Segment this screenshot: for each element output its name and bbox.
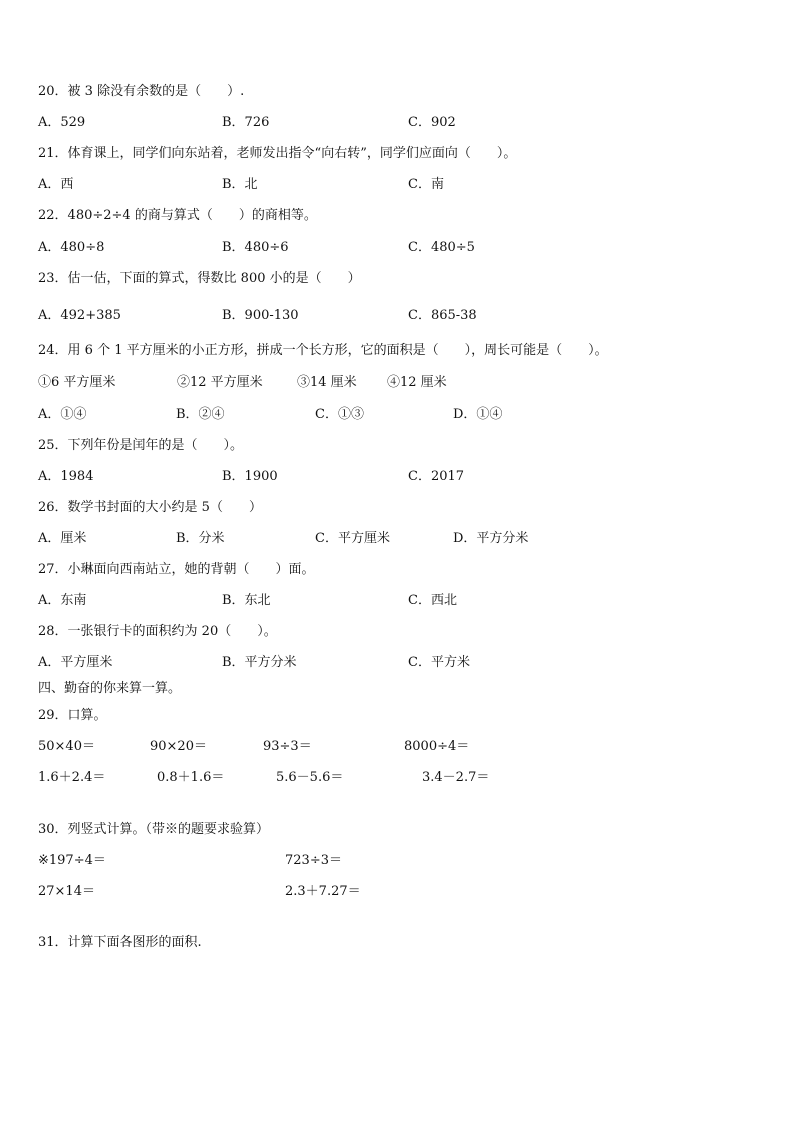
q28-option-b: B．平方分米 <box>222 655 297 670</box>
q23-option-a: A．492+385 <box>38 308 121 323</box>
q20-option-b: B．726 <box>222 115 270 130</box>
q28-option-c: C．平方米 <box>408 655 470 670</box>
q26-option-d: D．平方分米 <box>453 531 529 546</box>
q21-option-a: A．西 <box>38 177 74 192</box>
q30-calc-4: 2.3＋7.27＝ <box>285 884 361 899</box>
q24-item-1: ①6 平方厘米 <box>38 375 116 390</box>
question-27-stem: 27．小琳面向西南站立，她的背朝（ ）面。 <box>38 562 315 577</box>
q26-option-b: B．分米 <box>176 531 225 546</box>
q21-option-b: B．北 <box>222 177 258 192</box>
q20-option-a: A．529 <box>38 115 86 130</box>
question-31-stem: 31．计算下面各图形的面积. <box>38 935 202 950</box>
section-4-title: 四、勤奋的你来算一算。 <box>38 681 182 696</box>
q24-item-3: ③14 厘米 <box>297 375 357 390</box>
question-25-stem: 25．下列年份是闰年的是（ ）。 <box>38 438 244 453</box>
q27-option-a: A．东南 <box>38 593 87 608</box>
q20-option-c: C．902 <box>408 115 456 130</box>
q29-calc-8: 3.4－2.7＝ <box>422 770 490 785</box>
q29-calc-4: 8000÷4＝ <box>404 739 470 754</box>
q24-item-4: ④12 厘米 <box>387 375 447 390</box>
question-22-stem: 22．480÷2÷4 的商与算式（ ）的商相等。 <box>38 208 317 223</box>
question-21-stem: 21．体育课上，同学们向东站着，老师发出指令“向右转”，同学们应面向（ ）。 <box>38 146 517 161</box>
q23-option-b: B．900-130 <box>222 308 299 323</box>
q29-calc-3: 93÷3＝ <box>263 739 312 754</box>
q29-calc-1: 50×40＝ <box>38 739 95 754</box>
question-26-stem: 26．数学书封面的大小约是 5（ ） <box>38 500 262 515</box>
q22-option-b: B．480÷6 <box>222 240 289 255</box>
q22-option-a: A．480÷8 <box>38 240 105 255</box>
q30-calc-2: 723÷3＝ <box>285 853 342 868</box>
question-30-stem: 30．列竖式计算。（带※的题要求验算） <box>38 822 270 837</box>
q29-calc-5: 1.6＋2.4＝ <box>38 770 106 785</box>
question-28-stem: 28．一张银行卡的面积约为 20（ ）。 <box>38 624 277 639</box>
question-24-stem: 24．用 6 个 1 平方厘米的小正方形，拼成一个长方形，它的面积是（ ），周长可能是（ ）。 <box>38 343 608 358</box>
q27-option-c: C．西北 <box>408 593 457 608</box>
q26-option-a: A．厘米 <box>38 531 87 546</box>
q24-option-b: B．②④ <box>176 407 225 422</box>
q27-option-b: B．东北 <box>222 593 271 608</box>
question-20-stem: 20．被 3 除没有余数的是（ ）. <box>38 84 245 99</box>
q22-option-c: C．480÷5 <box>408 240 475 255</box>
q24-option-d: D．①④ <box>453 407 503 422</box>
q29-calc-6: 0.8＋1.6＝ <box>157 770 225 785</box>
q24-option-c: C．①③ <box>315 407 364 422</box>
question-23-stem: 23．估一估，下面的算式，得数比 800 小的是（ ） <box>38 271 361 286</box>
q28-option-a: A．平方厘米 <box>38 655 113 670</box>
q25-option-a: A．1984 <box>38 469 94 484</box>
q26-option-c: C．平方厘米 <box>315 531 390 546</box>
q21-option-c: C．南 <box>408 177 444 192</box>
q25-option-c: C．2017 <box>408 469 465 484</box>
q24-item-2: ②12 平方厘米 <box>177 375 263 390</box>
q24-option-a: A．①④ <box>38 407 87 422</box>
q29-calc-2: 90×20＝ <box>150 739 207 754</box>
question-29-stem: 29．口算。 <box>38 708 107 723</box>
q25-option-b: B．1900 <box>222 469 278 484</box>
q30-calc-3: 27×14＝ <box>38 884 95 899</box>
q29-calc-7: 5.6－5.6＝ <box>276 770 344 785</box>
q23-option-c: C．865-38 <box>408 308 477 323</box>
q30-calc-1: ※197÷4＝ <box>38 853 106 868</box>
